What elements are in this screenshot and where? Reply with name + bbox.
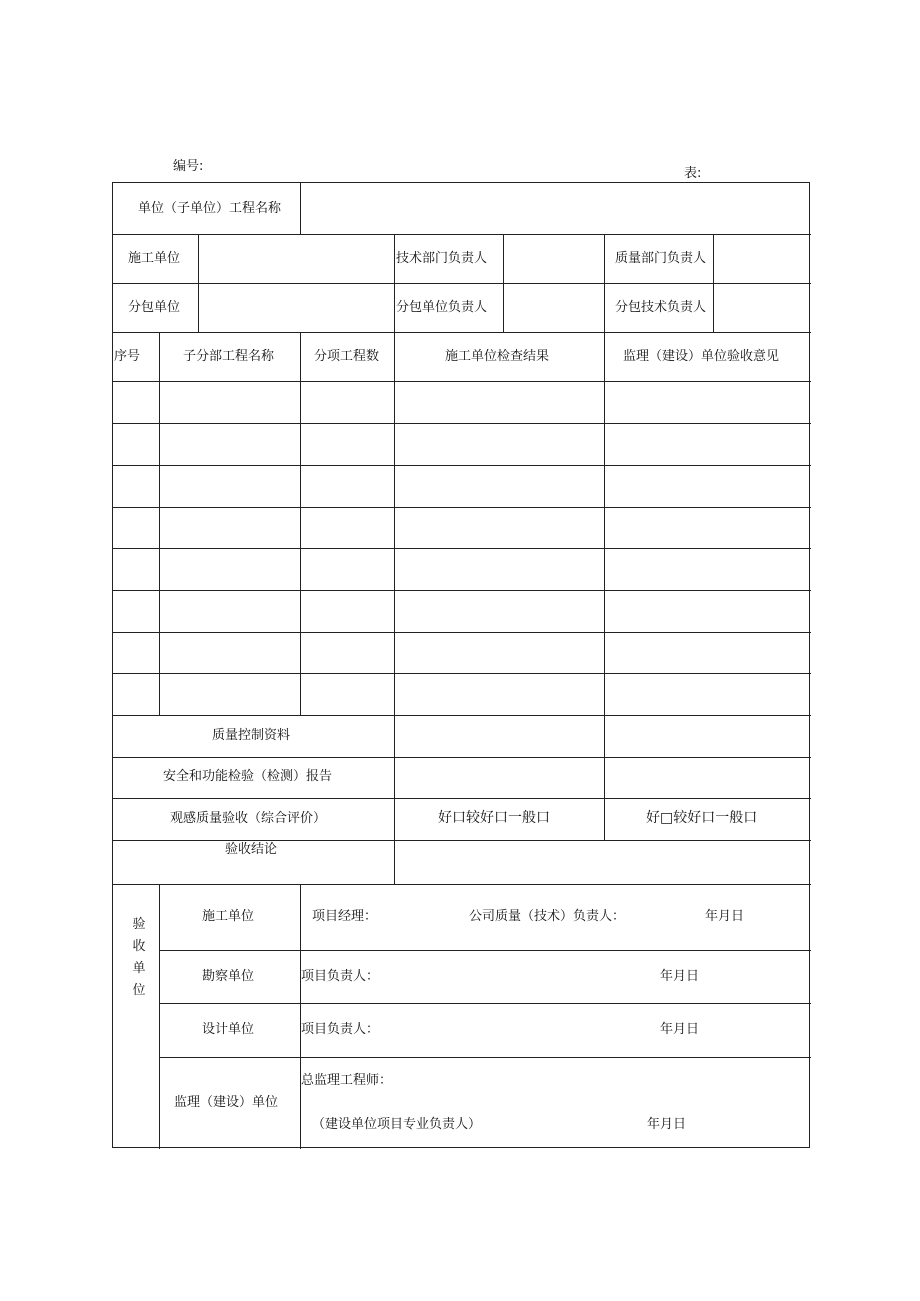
col-supervisor-opinion-header: 监理（建设）单位验收意见 — [623, 349, 780, 364]
side-char: 单 — [132, 961, 146, 976]
survey-project-head-label: 项目负责人： — [301, 969, 380, 984]
acceptance-units-side-label — [131, 914, 147, 1002]
acc-construction-unit-label: 施工单位 — [202, 909, 255, 924]
form-number-label: 编号: — [173, 159, 204, 174]
supervision-date-label: 年月日 — [647, 1117, 687, 1132]
construction-date-label: 年月日 — [705, 909, 745, 924]
acceptance-form-table — [112, 182, 810, 1148]
col-item-count-header: 分项工程数 — [314, 349, 380, 364]
col-contractor-result-header: 施工单位检查结果 — [445, 349, 550, 364]
project-name-label: 单位（子单位）工程名称 — [138, 201, 282, 216]
subcontract-unit-head-label: 分包单位负责人 — [396, 300, 488, 315]
tech-dept-head-label: 技术部门负责人 — [396, 251, 488, 266]
col-seq-header: 序号 — [114, 349, 141, 364]
construction-unit-label: 施工单位 — [128, 251, 181, 266]
side-char: 位 — [132, 983, 146, 998]
company-quality-head-label: 公司质量（技术）负责人： — [469, 909, 626, 924]
project-manager-label: 项目经理： — [312, 909, 378, 924]
supervisor-rating-options: 好□较好口一般口 — [646, 810, 758, 826]
chief-supervisor-label: 总监理工程师： — [301, 1073, 393, 1088]
safety-report-label: 安全和功能检验（检测）报告 — [163, 769, 333, 784]
quality-docs-label: 质量控制资料 — [212, 728, 291, 743]
owner-rep-label: （建设单位项目专业负责人） — [312, 1117, 482, 1132]
survey-date-label: 年月日 — [660, 969, 700, 984]
subcontract-tech-head-label: 分包技术负责人 — [615, 300, 707, 315]
conclusion-label: 验收结论 — [225, 842, 278, 857]
quality-dept-head-label: 质量部门负责人 — [615, 251, 707, 266]
col-sub-division-header: 子分部工程名称 — [183, 349, 275, 364]
acc-supervision-unit-label: 监理（建设）单位 — [174, 1095, 279, 1110]
side-char: 验 — [132, 917, 146, 932]
subcontract-unit-label: 分包单位 — [128, 300, 181, 315]
acc-design-unit-label: 设计单位 — [202, 1022, 255, 1037]
acc-survey-unit-label: 勘察单位 — [202, 969, 255, 984]
design-project-head-label: 项目负责人： — [301, 1022, 380, 1037]
form-table-label: 表: — [684, 166, 702, 181]
design-date-label: 年月日 — [660, 1022, 700, 1037]
appearance-label: 观感质量验收（综合评价） — [170, 811, 327, 826]
side-char: 收 — [132, 939, 146, 954]
contractor-rating-options: 好口较好口一般口 — [438, 810, 550, 826]
